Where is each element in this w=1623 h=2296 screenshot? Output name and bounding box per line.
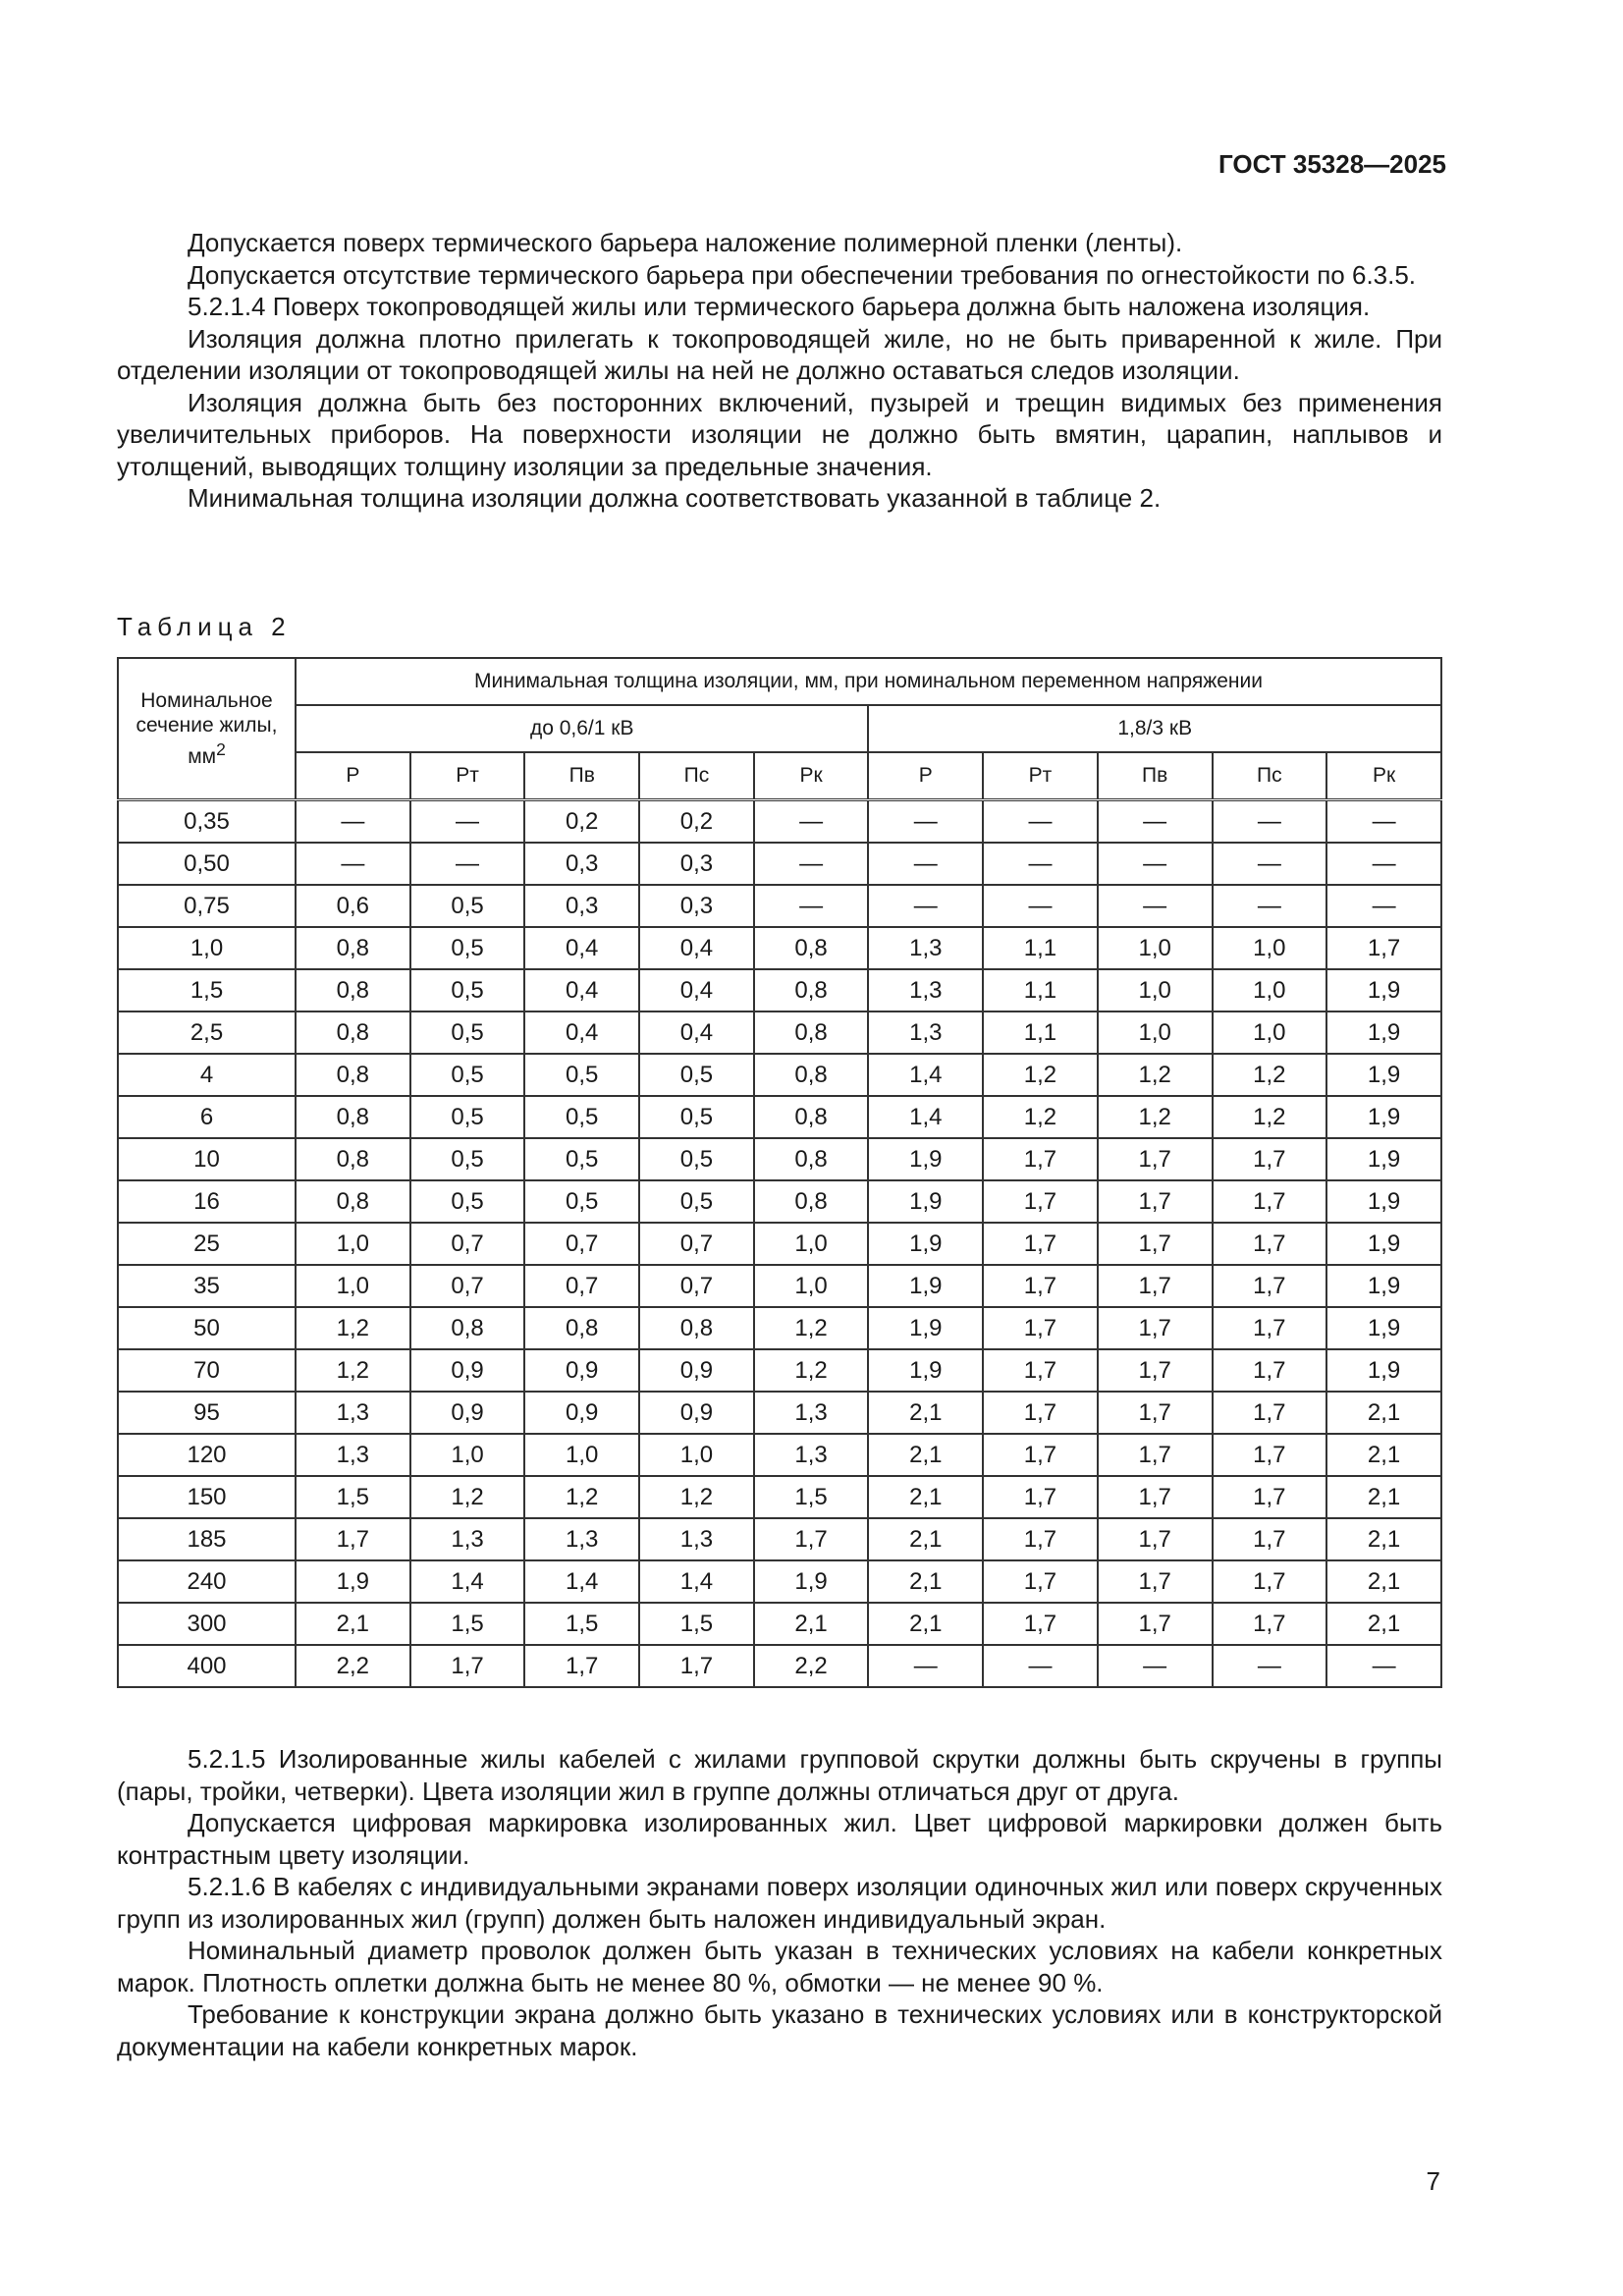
thickness-cell: 0,9 <box>639 1349 754 1392</box>
thickness-cell: 0,7 <box>524 1265 639 1307</box>
thickness-cell: 0,9 <box>639 1392 754 1434</box>
bottom-paragraph: Требование к конструкции экрана должно быть указано в технических условиях или в конструкторской документации на кабели конкретных марок. <box>117 1999 1442 2061</box>
thickness-cell: 1,2 <box>296 1349 410 1392</box>
thickness-cell: — <box>983 885 1098 927</box>
thickness-cell: 1,3 <box>410 1518 525 1560</box>
thickness-cell: 0,5 <box>639 1054 754 1096</box>
thickness-cell: — <box>1326 1645 1441 1687</box>
thickness-cell: 0,5 <box>639 1138 754 1180</box>
table-row <box>118 927 1441 969</box>
cross-section-cell: 4 <box>118 1054 296 1096</box>
table-row <box>118 1518 1441 1560</box>
thickness-cell: 1,4 <box>639 1560 754 1603</box>
table-row <box>118 1223 1441 1265</box>
thickness-cell: 1,0 <box>296 1265 410 1307</box>
bottom-paragraph: 5.2.1.5 Изолированные жилы кабелей с жилами групповой скрутки должны быть скручены в группы (пары, тройки, четверки). Цвета изоляции жил в группе должны отличаться друг от друга. <box>117 1744 1442 1806</box>
thickness-cell: — <box>1326 885 1441 927</box>
thickness-cell: 0,5 <box>410 927 525 969</box>
thickness-cell: 2,1 <box>754 1603 869 1645</box>
thickness-cell: — <box>983 800 1098 844</box>
table-row <box>118 1560 1441 1603</box>
table-row <box>118 1096 1441 1138</box>
thickness-cell: 0,5 <box>524 1054 639 1096</box>
thickness-cell: 1,7 <box>983 1138 1098 1180</box>
thickness-cell: 1,4 <box>524 1560 639 1603</box>
thickness-cell: 0,4 <box>524 927 639 969</box>
thickness-cell: 2,1 <box>1326 1603 1441 1645</box>
thickness-cell: 1,9 <box>868 1307 983 1349</box>
cross-section-cell: 0,75 <box>118 885 296 927</box>
thickness-cell: 1,2 <box>1098 1054 1213 1096</box>
thickness-cell: 1,0 <box>1213 969 1327 1011</box>
top-paragraph: Изоляция должна плотно прилегать к токопроводящей жиле, но не быть приваренной к жиле. При отделении изоляции от токопроводящей жилы на ней не должно оставаться следов изоляции. <box>117 323 1442 385</box>
thickness-cell: 0,7 <box>410 1265 525 1307</box>
bottom-paragraph: Допускается цифровая маркировка изолированных жил. Цвет цифровой маркировки должен быть контрастным цвету изоляции. <box>117 1808 1442 1870</box>
thickness-cell: 2,1 <box>296 1603 410 1645</box>
thickness-cell: 0,3 <box>524 885 639 927</box>
thickness-cell: 0,8 <box>754 927 869 969</box>
insulation-thickness-table <box>117 657 1442 1688</box>
header-insulation-type: Рк <box>1326 752 1441 800</box>
thickness-cell: 0,8 <box>296 1096 410 1138</box>
top-paragraph: Минимальная толщина изоляции должна соответствовать указанной в таблице 2. <box>188 483 1162 513</box>
cross-section-cell: 16 <box>118 1180 296 1223</box>
thickness-cell: 1,7 <box>1213 1223 1327 1265</box>
thickness-cell: 1,7 <box>983 1265 1098 1307</box>
thickness-cell: 2,1 <box>1326 1518 1441 1560</box>
thickness-cell: 1,9 <box>868 1180 983 1223</box>
table-row <box>118 800 1441 844</box>
thickness-cell: 1,5 <box>410 1603 525 1645</box>
thickness-cell: 2,1 <box>868 1603 983 1645</box>
thickness-cell: 1,9 <box>1326 1138 1441 1180</box>
thickness-cell: 1,7 <box>1213 1434 1327 1476</box>
thickness-cell: 1,7 <box>1098 1560 1213 1603</box>
table-row <box>118 1011 1441 1054</box>
thickness-cell: 1,3 <box>868 969 983 1011</box>
thickness-cell: 1,2 <box>410 1476 525 1518</box>
thickness-cell: 0,5 <box>410 969 525 1011</box>
thickness-cell: 1,7 <box>1213 1307 1327 1349</box>
thickness-cell: 1,3 <box>868 1011 983 1054</box>
thickness-cell: 2,1 <box>1326 1434 1441 1476</box>
table-row <box>118 1307 1441 1349</box>
header-insulation-type: Р <box>296 752 410 800</box>
thickness-cell: 0,6 <box>296 885 410 927</box>
header-insulation-type: Пс <box>639 752 754 800</box>
thickness-cell: 1,7 <box>983 1392 1098 1434</box>
table-row <box>118 1476 1441 1518</box>
thickness-cell: — <box>1098 800 1213 844</box>
thickness-cell: 2,2 <box>754 1645 869 1687</box>
thickness-cell: 1,7 <box>1213 1349 1327 1392</box>
thickness-cell: — <box>1213 1645 1327 1687</box>
thickness-cell: 1,2 <box>1213 1096 1327 1138</box>
thickness-cell: 1,3 <box>524 1518 639 1560</box>
thickness-cell: 0,5 <box>639 1180 754 1223</box>
thickness-cell: — <box>1326 800 1441 844</box>
thickness-cell: 0,8 <box>296 969 410 1011</box>
thickness-cell: 2,1 <box>868 1518 983 1560</box>
thickness-cell: 0,3 <box>639 843 754 885</box>
thickness-cell: 0,8 <box>296 927 410 969</box>
thickness-cell: 0,5 <box>410 885 525 927</box>
thickness-cell: 1,7 <box>1098 1518 1213 1560</box>
header-insulation-type: Пв <box>524 752 639 800</box>
thickness-cell: 2,2 <box>296 1645 410 1687</box>
thickness-cell: 1,7 <box>1098 1138 1213 1180</box>
cross-section-cell: 1,0 <box>118 927 296 969</box>
thickness-cell: 1,2 <box>296 1307 410 1349</box>
thickness-cell: 1,7 <box>754 1518 869 1560</box>
thickness-cell: 1,0 <box>754 1265 869 1307</box>
thickness-cell: — <box>410 843 525 885</box>
thickness-cell: 1,2 <box>754 1349 869 1392</box>
thickness-cell: 1,9 <box>1326 1054 1441 1096</box>
thickness-cell: 1,7 <box>1098 1180 1213 1223</box>
thickness-cell: 0,8 <box>754 1138 869 1180</box>
thickness-cell: 1,7 <box>983 1560 1098 1603</box>
thickness-cell: 1,7 <box>1213 1560 1327 1603</box>
thickness-cell: 0,5 <box>410 1180 525 1223</box>
thickness-cell: 1,7 <box>983 1603 1098 1645</box>
header-voltage-group-1: до 0,6/1 кВ <box>296 705 868 752</box>
thickness-cell: 0,8 <box>296 1054 410 1096</box>
thickness-cell: 1,1 <box>983 927 1098 969</box>
thickness-cell: 1,1 <box>983 969 1098 1011</box>
table-row <box>118 1138 1441 1180</box>
thickness-cell: 1,7 <box>410 1645 525 1687</box>
thickness-cell: 1,2 <box>1213 1054 1327 1096</box>
table-caption: Таблица 2 <box>117 612 292 641</box>
table-row <box>118 1603 1441 1645</box>
thickness-cell: 0,3 <box>524 843 639 885</box>
thickness-cell: 1,7 <box>639 1645 754 1687</box>
header-insulation-type: Рт <box>410 752 525 800</box>
thickness-cell: 0,8 <box>754 969 869 1011</box>
thickness-cell: 1,3 <box>639 1518 754 1560</box>
thickness-cell: 1,7 <box>296 1518 410 1560</box>
thickness-cell: 1,7 <box>1213 1518 1327 1560</box>
thickness-cell: 1,7 <box>1098 1223 1213 1265</box>
thickness-cell: 1,9 <box>296 1560 410 1603</box>
bottom-paragraph: 5.2.1.6 В кабелях с индивидуальными экранами поверх изоляции одиночных жил или поверх скрученных групп из изолированных жил (групп) должен быть наложен индивидуальный экран. <box>117 1872 1442 1934</box>
thickness-cell: 1,7 <box>1213 1392 1327 1434</box>
thickness-cell: 1,0 <box>639 1434 754 1476</box>
thickness-cell: 0,4 <box>639 927 754 969</box>
thickness-cell: 1,2 <box>754 1307 869 1349</box>
thickness-cell: 1,7 <box>983 1349 1098 1392</box>
thickness-cell: 1,9 <box>868 1349 983 1392</box>
thickness-cell: — <box>1098 1645 1213 1687</box>
table-row <box>118 1349 1441 1392</box>
thickness-cell: — <box>1213 885 1327 927</box>
thickness-cell: 1,9 <box>1326 1180 1441 1223</box>
cross-section-cell: 185 <box>118 1518 296 1560</box>
thickness-cell: 0,4 <box>524 1011 639 1054</box>
thickness-cell: 2,1 <box>1326 1392 1441 1434</box>
cross-section-cell: 240 <box>118 1560 296 1603</box>
thickness-cell: 1,2 <box>983 1096 1098 1138</box>
cross-section-cell: 6 <box>118 1096 296 1138</box>
thickness-cell: 0,8 <box>524 1307 639 1349</box>
table-row <box>118 969 1441 1011</box>
thickness-cell: 0,5 <box>639 1096 754 1138</box>
thickness-cell: — <box>868 1645 983 1687</box>
thickness-cell: 1,7 <box>1098 1265 1213 1307</box>
bottom-paragraph: Номинальный диаметр проволок должен быть указан в технических условиях на кабели конкретных марок. Плотность оплетки должна быть не менее 80 %, обмотки — не менее 90 %. <box>117 1936 1442 1997</box>
thickness-cell: 0,8 <box>754 1096 869 1138</box>
cross-section-cell: 400 <box>118 1645 296 1687</box>
thickness-cell: 0,5 <box>410 1138 525 1180</box>
cross-section-cell: 0,35 <box>118 800 296 844</box>
thickness-cell: 1,0 <box>1098 969 1213 1011</box>
thickness-cell: 1,0 <box>1098 1011 1213 1054</box>
thickness-cell: 0,5 <box>410 1054 525 1096</box>
header-insulation-type: Рт <box>983 752 1098 800</box>
page-number: 7 <box>1426 2166 1440 2196</box>
thickness-cell: 0,9 <box>410 1349 525 1392</box>
thickness-cell: 1,9 <box>868 1223 983 1265</box>
cross-section-cell: 10 <box>118 1138 296 1180</box>
thickness-cell: 0,8 <box>754 1054 869 1096</box>
thickness-cell: 2,1 <box>1326 1476 1441 1518</box>
thickness-cell: 1,0 <box>1213 927 1327 969</box>
thickness-cell: 0,5 <box>524 1138 639 1180</box>
thickness-cell: 0,4 <box>639 1011 754 1054</box>
thickness-cell: 0,7 <box>410 1223 525 1265</box>
cross-section-cell: 1,5 <box>118 969 296 1011</box>
thickness-cell: 1,9 <box>1326 1307 1441 1349</box>
thickness-cell: 1,7 <box>1098 1392 1213 1434</box>
thickness-cell: 0,4 <box>639 969 754 1011</box>
cross-section-cell: 300 <box>118 1603 296 1645</box>
thickness-cell: 0,7 <box>639 1265 754 1307</box>
thickness-cell: — <box>754 843 869 885</box>
thickness-cell: 2,1 <box>868 1476 983 1518</box>
thickness-cell: 1,5 <box>754 1476 869 1518</box>
thickness-cell: — <box>868 885 983 927</box>
thickness-cell: 0,5 <box>524 1096 639 1138</box>
thickness-cell: — <box>868 843 983 885</box>
thickness-cell: — <box>983 843 1098 885</box>
cross-section-cell: 25 <box>118 1223 296 1265</box>
thickness-cell: — <box>296 800 410 844</box>
thickness-cell: 2,1 <box>868 1434 983 1476</box>
cross-section-cell: 70 <box>118 1349 296 1392</box>
table-row <box>118 1054 1441 1096</box>
thickness-cell: — <box>410 800 525 844</box>
thickness-cell: 1,3 <box>754 1434 869 1476</box>
thickness-cell: 0,2 <box>524 800 639 844</box>
top-paragraph: Изоляция должна быть без посторонних включений, пузырей и трещин видимых без применения увеличительных приборов. На поверхности изоляции не должно быть вмятин, царапин, наплывов и утолщений, выводящих толщину изоляции за предельные значения. <box>117 387 1442 481</box>
header-cross-section: Номинальное сечение жилы, $мм^2$ <box>118 658 296 800</box>
thickness-cell: 1,2 <box>639 1476 754 1518</box>
thickness-cell: 1,0 <box>410 1434 525 1476</box>
table-row <box>118 885 1441 927</box>
thickness-cell: 2,1 <box>868 1392 983 1434</box>
table-row <box>118 1180 1441 1223</box>
body-text-top <box>117 227 1442 515</box>
thickness-cell: 1,7 <box>1213 1180 1327 1223</box>
thickness-cell: 1,7 <box>1098 1476 1213 1518</box>
thickness-cell: 1,9 <box>1326 1223 1441 1265</box>
thickness-cell: 1,9 <box>1326 1265 1441 1307</box>
thickness-cell: — <box>296 843 410 885</box>
header-insulation-type: Р <box>868 752 983 800</box>
thickness-cell: 0,8 <box>754 1011 869 1054</box>
thickness-cell: 1,7 <box>983 1223 1098 1265</box>
thickness-cell: 1,3 <box>868 927 983 969</box>
thickness-cell: 1,7 <box>1213 1476 1327 1518</box>
thickness-cell: 0,9 <box>410 1392 525 1434</box>
thickness-cell: 0,8 <box>296 1011 410 1054</box>
thickness-cell: 1,3 <box>296 1392 410 1434</box>
thickness-cell: 1,4 <box>410 1560 525 1603</box>
header-insulation-type: Пв <box>1098 752 1213 800</box>
thickness-cell: 1,5 <box>524 1603 639 1645</box>
thickness-cell: 1,0 <box>1213 1011 1327 1054</box>
thickness-cell: 1,2 <box>983 1054 1098 1096</box>
thickness-cell: 0,9 <box>524 1392 639 1434</box>
table-row <box>118 1265 1441 1307</box>
table-row <box>118 1392 1441 1434</box>
thickness-cell: 1,7 <box>1098 1603 1213 1645</box>
thickness-cell: 1,7 <box>1098 1307 1213 1349</box>
thickness-cell: — <box>1213 843 1327 885</box>
cross-section-cell: 0,50 <box>118 843 296 885</box>
cross-section-cell: 35 <box>118 1265 296 1307</box>
thickness-cell: — <box>1098 885 1213 927</box>
thickness-cell: 1,9 <box>754 1560 869 1603</box>
thickness-cell: 1,7 <box>1098 1349 1213 1392</box>
thickness-cell: 0,7 <box>639 1223 754 1265</box>
top-paragraph: 5.2.1.4 Поверх токопроводящей жилы или термического барьера должна быть наложена изоляция. <box>188 292 1371 321</box>
thickness-cell: 1,7 <box>983 1307 1098 1349</box>
thickness-cell: 1,7 <box>1326 927 1441 969</box>
thickness-cell: 1,7 <box>1213 1603 1327 1645</box>
thickness-cell: 1,0 <box>1098 927 1213 969</box>
thickness-cell: 0,8 <box>754 1180 869 1223</box>
thickness-cell: 0,8 <box>410 1307 525 1349</box>
thickness-cell: 0,9 <box>524 1349 639 1392</box>
cross-section-cell: 50 <box>118 1307 296 1349</box>
thickness-cell: 0,5 <box>410 1096 525 1138</box>
thickness-cell: 1,9 <box>1326 1096 1441 1138</box>
thickness-cell: 1,5 <box>639 1603 754 1645</box>
thickness-cell: 1,3 <box>296 1434 410 1476</box>
thickness-cell: 2,1 <box>868 1560 983 1603</box>
thickness-cell: 1,1 <box>983 1011 1098 1054</box>
thickness-cell: 1,2 <box>1098 1096 1213 1138</box>
thickness-cell: 1,7 <box>983 1434 1098 1476</box>
thickness-cell: 0,5 <box>524 1180 639 1223</box>
header-min-thickness: Минимальная толщина изоляции, мм, при номинальном переменном напряжении <box>296 658 1441 705</box>
thickness-cell: 1,7 <box>1213 1138 1327 1180</box>
thickness-cell: 0,4 <box>524 969 639 1011</box>
thickness-cell: 1,0 <box>296 1223 410 1265</box>
header-voltage-group-2: 1,8/3 кВ <box>868 705 1441 752</box>
thickness-cell: 1,7 <box>983 1180 1098 1223</box>
top-paragraph: Допускается поверх термического барьера наложение полимерной пленки (ленты). <box>188 228 1183 257</box>
thickness-cell: 1,9 <box>868 1265 983 1307</box>
thickness-cell: 1,0 <box>524 1434 639 1476</box>
cross-section-cell: 95 <box>118 1392 296 1434</box>
thickness-cell: 1,7 <box>983 1518 1098 1560</box>
thickness-cell: 1,9 <box>868 1138 983 1180</box>
header-insulation-type: Пс <box>1213 752 1327 800</box>
thickness-cell: — <box>754 800 869 844</box>
document-header: ГОСТ 35328—2025 <box>1218 149 1446 179</box>
thickness-cell: — <box>868 800 983 844</box>
thickness-cell: 1,7 <box>524 1645 639 1687</box>
thickness-cell: 1,9 <box>1326 969 1441 1011</box>
header-insulation-type: Рк <box>754 752 869 800</box>
thickness-cell: — <box>1213 800 1327 844</box>
thickness-cell: 1,5 <box>296 1476 410 1518</box>
thickness-cell: — <box>1098 843 1213 885</box>
thickness-cell: 1,3 <box>754 1392 869 1434</box>
thickness-cell: 1,0 <box>754 1223 869 1265</box>
thickness-cell: 0,2 <box>639 800 754 844</box>
thickness-cell: 2,1 <box>1326 1560 1441 1603</box>
thickness-cell: 1,4 <box>868 1096 983 1138</box>
table-row <box>118 1645 1441 1687</box>
body-text-bottom <box>117 1743 1442 2062</box>
cross-section-cell: 2,5 <box>118 1011 296 1054</box>
thickness-cell: 0,3 <box>639 885 754 927</box>
thickness-cell: 0,8 <box>639 1307 754 1349</box>
top-paragraph: Допускается отсутствие термического барьера при обеспечении требования по огнестойкости по 6.3.5. <box>188 259 1417 290</box>
thickness-cell: 1,7 <box>983 1476 1098 1518</box>
thickness-cell: 0,7 <box>524 1223 639 1265</box>
thickness-cell: — <box>1326 843 1441 885</box>
table-row <box>118 843 1441 885</box>
thickness-cell: 1,2 <box>524 1476 639 1518</box>
thickness-cell: 1,9 <box>1326 1349 1441 1392</box>
thickness-cell: 0,8 <box>296 1180 410 1223</box>
thickness-cell: — <box>754 885 869 927</box>
thickness-cell: 0,8 <box>296 1138 410 1180</box>
thickness-cell: — <box>983 1645 1098 1687</box>
table-row <box>118 1434 1441 1476</box>
cross-section-cell: 150 <box>118 1476 296 1518</box>
cross-section-cell: 120 <box>118 1434 296 1476</box>
thickness-cell: 1,9 <box>1326 1011 1441 1054</box>
thickness-cell: 1,4 <box>868 1054 983 1096</box>
thickness-cell: 0,5 <box>410 1011 525 1054</box>
thickness-cell: 1,7 <box>1213 1265 1327 1307</box>
thickness-cell: 1,7 <box>1098 1434 1213 1476</box>
